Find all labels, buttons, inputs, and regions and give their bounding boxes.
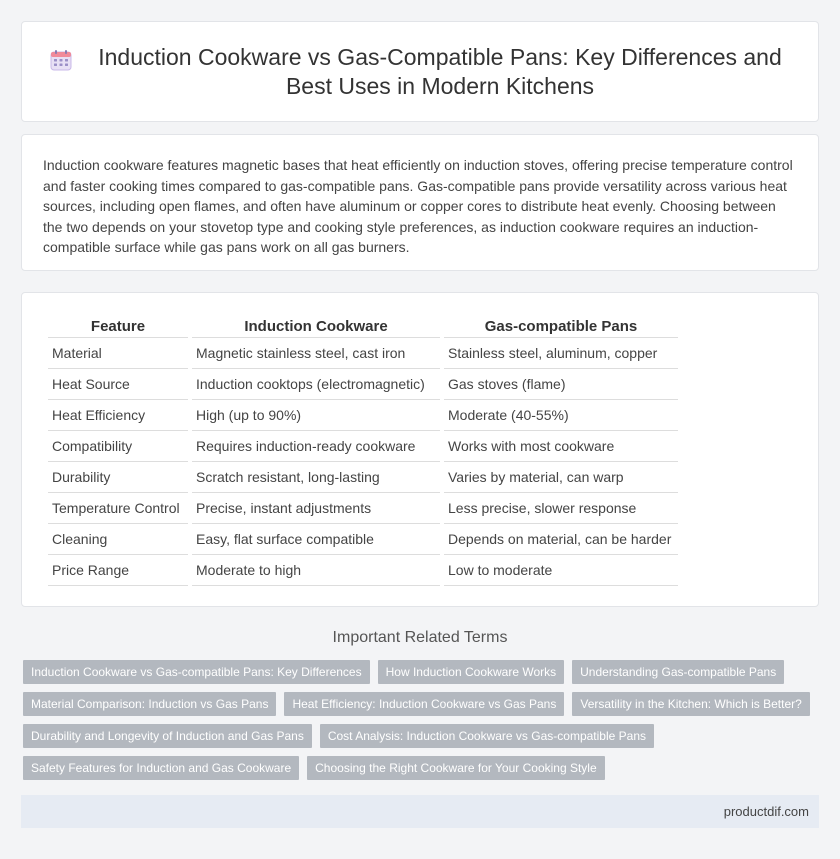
feature-cell: Durability [48, 462, 188, 493]
gas-cell: Depends on material, can be harder [444, 524, 678, 555]
table-row [48, 524, 678, 555]
footer [21, 795, 819, 828]
feature-cell: Price Range [48, 555, 188, 586]
footer-site-link[interactable]: productdif.com [723, 804, 809, 819]
related-term-tag[interactable]: Induction Cookware vs Gas-compatible Pans: Key Differences [23, 660, 370, 684]
gas-cell: Moderate (40-55%) [444, 400, 678, 431]
related-term-tag[interactable]: Versatility in the Kitchen: Which is Better? [572, 692, 809, 716]
table-header-row [48, 315, 678, 338]
induction-cell: Precise, instant adjustments [192, 493, 440, 524]
induction-cell: Scratch resistant, long-lasting [192, 462, 440, 493]
comparison-table-card [21, 292, 819, 607]
page-title: Induction Cookware vs Gas-Compatible Pans: Key Differences and Best Uses in Modern Kitchens [98, 44, 782, 99]
induction-cell: High (up to 90%) [192, 400, 440, 431]
title-card [21, 21, 819, 122]
induction-cell: Moderate to high [192, 555, 440, 586]
table-row [48, 400, 678, 431]
table-row [48, 493, 678, 524]
table-row [48, 369, 678, 400]
feature-cell: Temperature Control [48, 493, 188, 524]
intro-card [21, 134, 819, 271]
gas-cell: Gas stoves (flame) [444, 369, 678, 400]
header-induction: Induction Cookware [192, 315, 440, 338]
feature-cell: Heat Source [48, 369, 188, 400]
gas-cell: Works with most cookware [444, 431, 678, 462]
induction-cell: Magnetic stainless steel, cast iron [192, 338, 440, 369]
feature-cell: Cleaning [48, 524, 188, 555]
related-terms-heading: Important Related Terms [332, 629, 508, 646]
related-term-tag[interactable]: Material Comparison: Induction vs Gas Pans [23, 692, 276, 716]
comparison-table [44, 315, 682, 586]
related-term-tag[interactable]: How Induction Cookware Works [378, 660, 565, 684]
related-term-tag[interactable]: Durability and Longevity of Induction and Gas Pans [23, 724, 312, 748]
header-gas: Gas-compatible Pans [444, 315, 678, 338]
induction-cell: Induction cooktops (electromagnetic) [192, 369, 440, 400]
related-term-tag[interactable]: Cost Analysis: Induction Cookware vs Gas-compatible Pans [320, 724, 654, 748]
feature-cell: Compatibility [48, 431, 188, 462]
feature-cell: Heat Efficiency [48, 400, 188, 431]
induction-cell: Requires induction-ready cookware [192, 431, 440, 462]
induction-cell: Easy, flat surface compatible [192, 524, 440, 555]
tag-row [23, 724, 823, 748]
gas-cell: Low to moderate [444, 555, 678, 586]
related-term-tag[interactable]: Safety Features for Induction and Gas Cookware [23, 756, 299, 780]
related-terms-list [23, 660, 823, 788]
tag-row [23, 692, 823, 716]
table-row [48, 431, 678, 462]
table-row [48, 338, 678, 369]
tag-row [23, 660, 823, 684]
gas-cell: Varies by material, can warp [444, 462, 678, 493]
table-row [48, 462, 678, 493]
related-term-tag[interactable]: Heat Efficiency: Induction Cookware vs Gas Pans [284, 692, 564, 716]
table-row [48, 555, 678, 586]
gas-cell: Stainless steel, aluminum, copper [444, 338, 678, 369]
related-term-tag[interactable]: Understanding Gas-compatible Pans [572, 660, 784, 684]
intro-paragraph: Induction cookware features magnetic bases that heat efficiently on induction stoves, offering precise temperature control and faster cooking times compared to gas-compatible pans. Gas-compatible pans provide versatility across various heat sources, including open flames, and often have aluminum or copper cores to distribute heat evenly. Choosing between the two depends on your stovetop type and cooking style preferences, as induction cookware requires an induction-compatible surface while gas pans work on all gas burners. [43, 157, 793, 255]
gas-cell: Less precise, slower response [444, 493, 678, 524]
header-feature: Feature [48, 315, 188, 338]
related-term-tag[interactable]: Choosing the Right Cookware for Your Cooking Style [307, 756, 605, 780]
tag-row [23, 756, 823, 780]
feature-cell: Material [48, 338, 188, 369]
